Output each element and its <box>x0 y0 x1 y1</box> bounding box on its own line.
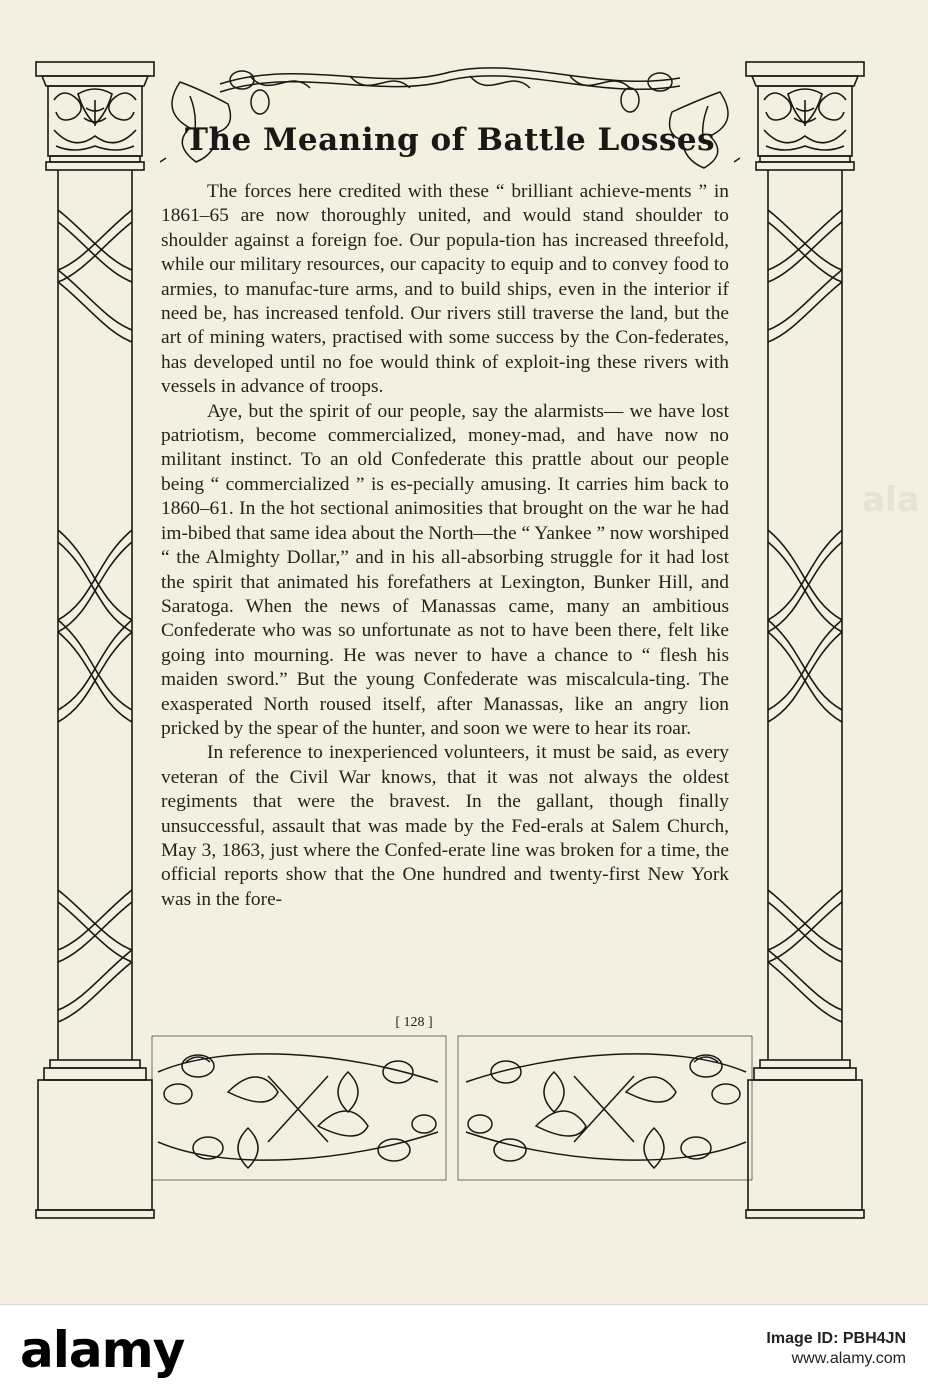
page-title: The Meaning of Battle Losses <box>184 122 716 158</box>
watermark-meta <box>766 1329 906 1369</box>
body-text <box>161 180 729 912</box>
footer-oak-ornament-left <box>148 1032 450 1184</box>
paragraph-1: The forces here credited with these “ brilliant achieve-ments ” in 1861–65 are now thoroughly united, and would stand shoulder to shoulder against a foreign foe. Our popula-tion has increased threefold, while our military resources, our capacity to equip and to convey food to armies, to manufac-ture arms, and to build ships, even in the interior if need be, has increased tenfold. Our rivers still traverse the land, but the art of mining waters, practised with some success by the Con-federates, has developed until no foe would think of exploit-ing these rivers with vessels in advance of troops. <box>161 181 729 398</box>
image-id: Image ID: PBH4JN <box>766 1330 906 1347</box>
watermark-logo: alamy <box>20 1321 185 1379</box>
page-number: [ 128 ] <box>395 1015 433 1030</box>
paragraph-2: Aye, but the spirit of our people, say the alarmists— we have lost patriotism, become commercialized, money-mad, and have now no militant instinct. To an old Confederate this prattle about our people being “ commercialized ” is es-pecially amusing. It carries him back to 1860–61. In the hot sectional animosities that brought on the war he had im-bibed that same idea about the North—the “ Yankee ” now worshiped “ the Almighty Dollar,” and in his all-absorbing struggle for it had lost the spirit that animated his forefathers at Lexington, Bunker Hill, and Saratoga. When the news of Manassas came, many an ambitious Confederate who was so unfortunate as not to have been there, felt like going into mourning. He was never to have a chance to “ flesh his maiden sword.” But the young Confederate was miscalcula-ting. The exasperated North roused itself, after Manassas, like an angry lion pricked by the spear of the hunter, and soon we were to hear its roar. <box>161 400 729 739</box>
watermark-site: www.alamy.com <box>791 1350 906 1367</box>
watermark-bar <box>0 1304 928 1391</box>
paragraph-3: In reference to inexperienced volunteers, it must be said, as every veteran of the Civil War knows, that it was not always the oldest regiments that were the bravest. In the gallant, though finally unsuccessful, assault that was made by the Fed-erals at Salem Church, May 3, 1863, just where the Confed-erate line was broken for a time, the official reports show that the One hundred and twenty-first New York was in the fore- <box>161 742 729 910</box>
left-column-ornament <box>34 60 156 1220</box>
right-column-ornament <box>744 60 866 1220</box>
footer-oak-ornament-right <box>454 1032 756 1184</box>
side-watermark: ala <box>862 480 920 520</box>
